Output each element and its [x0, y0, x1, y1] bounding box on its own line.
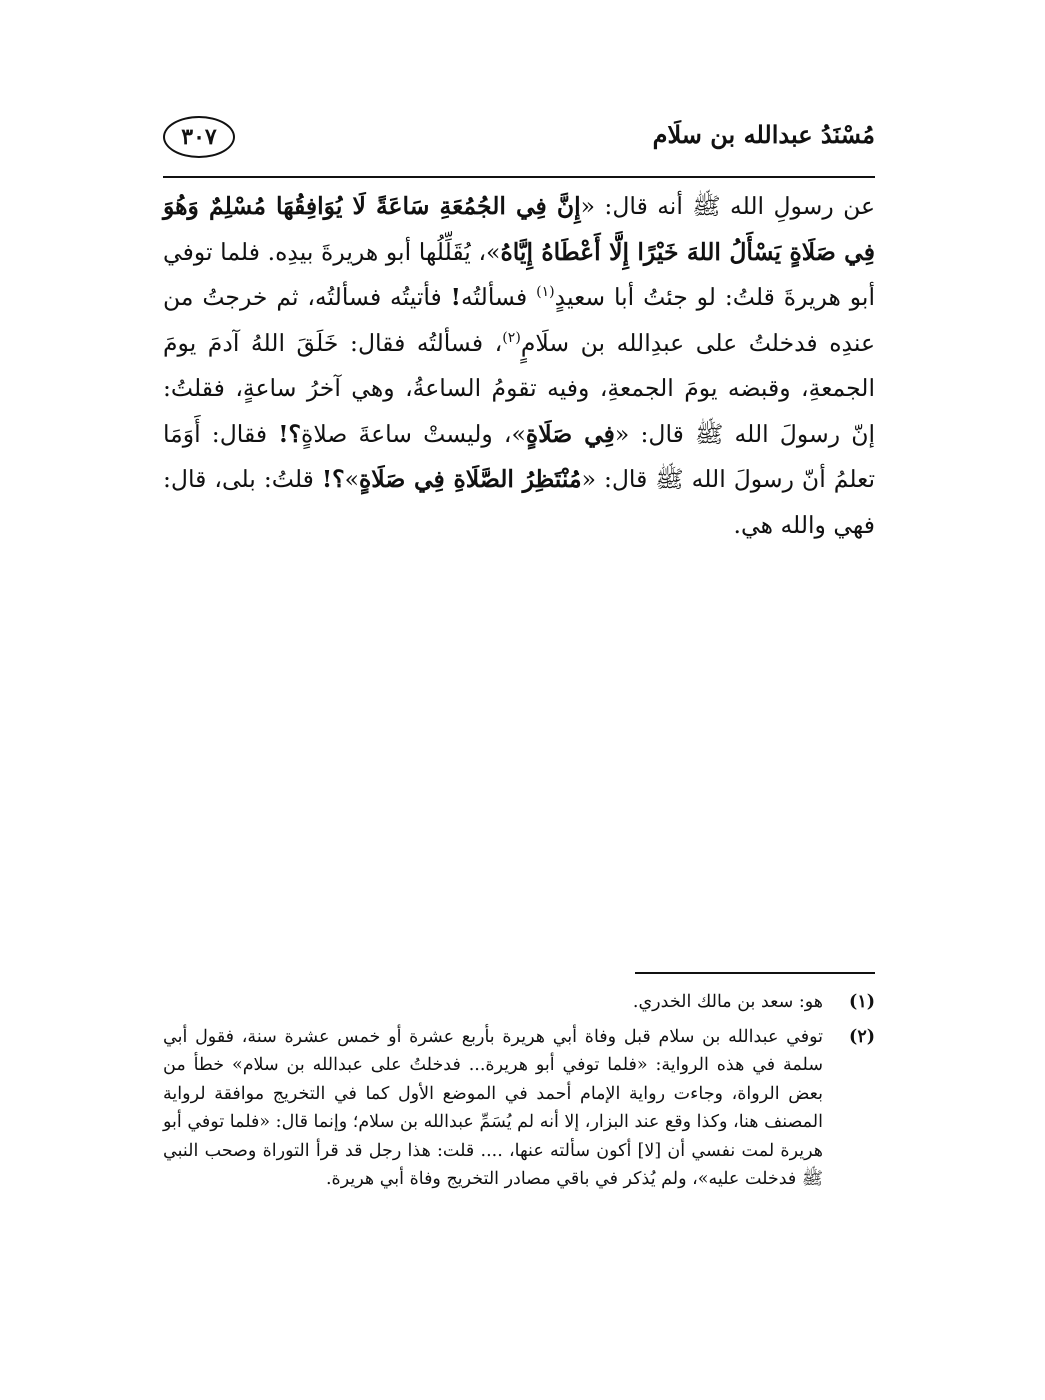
text-run: »، وليستْ ساعةَ صلاةٍ — [301, 419, 526, 448]
text-run: عن رسولِ الله ﷺ أنه قال: « — [580, 192, 875, 220]
footnote-text: هو: سعد بن مالك الخدري. — [632, 992, 823, 1012]
text-run: فقال: أَوَمَا تعلمُ أنّ رسولَ الله ﷺ قال: « — [163, 419, 875, 493]
prophetic-quote: إِنَّ فِي الجُمُعَةِ سَاعَةً لَا يُوَافِقُهَا مُسْلِمٌ وَهُوَ فِي صَلَاةٍ يَسْأَلُ اللهَ خَيْرًا إِلَّا أَعْطَاهُ إِيَّاهُ — [163, 192, 875, 266]
footnote-item — [163, 1023, 875, 1194]
footnote-item — [163, 988, 875, 1017]
text-run: ، فسألتُه فقال: خَلَقَ اللهُ آدمَ يومَ الجمعةِ، وقبضه يومَ الجمعةِ، وفيه تقومُ الساعةُ، وهي آخرُ ساعةٍ، فقلتُ: إنّ رسولَ الله ﷺ قال: « — [163, 328, 876, 448]
footnote-number: (٢) — [849, 1026, 875, 1047]
punctuation-bold: ! — [450, 283, 461, 311]
footnote-separator — [635, 972, 875, 974]
text-run: فسألتُه — [460, 283, 537, 311]
footnote-text: توفي عبدالله بن سلام قبل وفاة أبي هريرة بأربع عشرة أو خمس عشرة سنة، فقول أبي سلمة في هذه الرواية: «فلما توفي أبو هريرة... فدخلتُ على عبدالله بن سلام» خطأ من بعض الرواة، وجاءت رواية الإمام أحمد في الموضع الأول كما في التخريج موافقة لرواية المصنف هنا، وكذا وقع عند البزار، إلا أنه لم يُسَمِّ عبدالله بن سلام؛ وإنما قال: «فلما توفي أبو هريرة لمت نفسي أن [لا] أكون سألته عنها، .... قلت: هذا رجل قد قرأ التوراة وصحب النبي ﷺ فدخلت عليه»، ولم يُذكر في باقي مصادر التخريج وفاة أبي هريرة. — [163, 1026, 823, 1189]
footnote-ref-2[interactable]: (٢) — [502, 329, 521, 346]
punctuation-bold: ؟! — [321, 465, 345, 493]
header-rule — [163, 176, 875, 178]
running-title: مُسْنَدُ عبدالله بن سلَام — [652, 120, 875, 149]
page-header — [163, 100, 875, 170]
text-run: »، يُقَلِّلُها أبو هريرةَ بيدِه. فلما توفي أبو هريرةَ قلتُ: لو جئتُ أبا سعيدٍ — [163, 237, 875, 311]
punctuation-bold: ؟! — [278, 419, 302, 448]
page-number: ٣٠٧ — [181, 124, 217, 150]
text-run: قلتُ: بلى، قال: فهي والله هي. — [163, 465, 875, 539]
book-page — [163, 100, 875, 1360]
hadith-paragraph — [163, 184, 875, 548]
main-text — [163, 184, 875, 548]
footnote-ref-1[interactable]: (١) — [536, 284, 555, 301]
text-run: » — [344, 465, 359, 493]
text-run: فأتيتُه فسألتُه، ثم خرجتُ من عندِه فدخلتُ على عبدِالله بن سلَامٍ — [163, 283, 875, 357]
prophetic-quote: مُنْتَظِرُ الصَّلَاةِ فِي صَلَاةٍ — [359, 465, 582, 493]
footnote-number: (١) — [849, 992, 875, 1012]
page-number-frame — [163, 116, 235, 158]
prophetic-quote: فِي صَلَاةٍ — [525, 419, 615, 448]
footnotes — [163, 988, 875, 1200]
